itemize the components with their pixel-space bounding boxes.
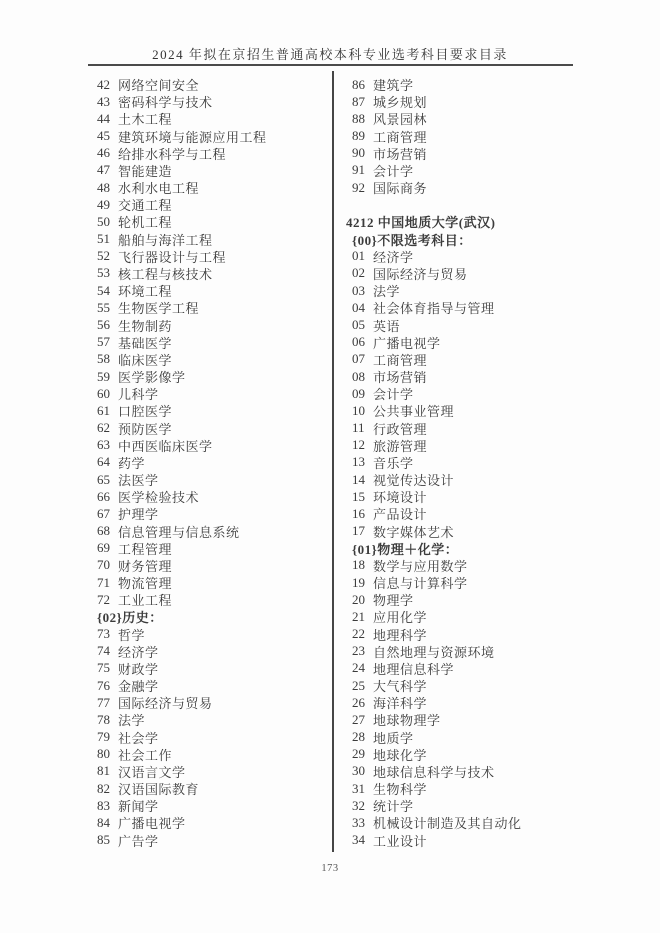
- major-list-item: [352, 145, 592, 162]
- major-list-item: [97, 729, 317, 746]
- major-name: 法学: [118, 713, 146, 729]
- major-list-item: [352, 505, 592, 522]
- major-name: 数学与应用数学: [373, 558, 468, 574]
- major-name: 网络空间安全: [118, 78, 200, 94]
- major-list-item: [97, 265, 317, 282]
- major-number: 25: [352, 677, 365, 693]
- major-number: 26: [352, 694, 365, 710]
- major-list-item: [97, 488, 317, 505]
- major-number: 10: [352, 402, 365, 418]
- major-name: 工商管理: [373, 352, 428, 368]
- major-list-item: [97, 540, 317, 557]
- major-number: 22: [352, 626, 365, 642]
- major-list-item: [352, 368, 592, 385]
- major-number: 04: [352, 299, 365, 315]
- major-number: 23: [352, 643, 365, 659]
- major-number: 65: [97, 471, 110, 487]
- major-number: 62: [97, 420, 110, 436]
- major-name: 统计学: [373, 799, 414, 815]
- major-number: 24: [352, 660, 365, 676]
- major-list-item: [97, 591, 317, 608]
- major-name: 给排水科学与工程: [118, 146, 227, 162]
- major-list-item: [97, 128, 317, 145]
- major-number: 73: [97, 626, 110, 642]
- major-name: 工业工程: [118, 593, 173, 609]
- major-number: 78: [97, 711, 110, 727]
- major-number: 60: [97, 385, 110, 401]
- major-number: 82: [97, 780, 110, 796]
- major-number: 19: [352, 574, 365, 590]
- major-number: 57: [97, 334, 110, 350]
- major-number: 48: [97, 179, 110, 195]
- major-number: 74: [97, 643, 110, 659]
- major-list-item: [352, 110, 592, 127]
- subject-group-heading: {00}不限选考科目：: [352, 232, 472, 248]
- major-list-item: [352, 677, 592, 694]
- major-number: 61: [97, 402, 110, 418]
- major-name: 密码科学与技术: [118, 95, 213, 111]
- major-number: 64: [97, 454, 110, 470]
- major-number: 01: [352, 248, 365, 264]
- major-name: 广告学: [118, 833, 159, 849]
- major-name: 视觉传达设计: [373, 473, 455, 489]
- major-name: 大气科学: [373, 679, 428, 695]
- major-list-item: [352, 316, 592, 333]
- major-number: 49: [97, 196, 110, 212]
- major-number: 12: [352, 437, 365, 453]
- major-list-item: [97, 522, 317, 539]
- major-name: 建筑学: [373, 78, 414, 94]
- major-name: 海洋科学: [373, 696, 428, 712]
- major-list-item: [97, 231, 317, 248]
- major-name: 地球化学: [373, 747, 428, 763]
- major-list-item: [352, 780, 592, 797]
- major-list-item: [352, 93, 592, 110]
- major-list-item: [97, 643, 317, 660]
- major-number: 88: [352, 110, 365, 126]
- major-name: 法学: [373, 284, 401, 300]
- major-number: 20: [352, 591, 365, 607]
- major-number: 33: [352, 814, 365, 830]
- major-name: 物流管理: [118, 576, 173, 592]
- major-list-item: [352, 437, 592, 454]
- major-name: 医学检验技术: [118, 490, 200, 506]
- major-list-item: [97, 454, 317, 471]
- subject-group-heading: {01}物理＋化学：: [352, 541, 459, 557]
- major-number: 11: [352, 420, 365, 436]
- major-name: 汉语言文学: [118, 764, 186, 780]
- major-list-item: [97, 626, 317, 643]
- major-number: 43: [97, 93, 110, 109]
- major-number: 70: [97, 557, 110, 573]
- major-number: 59: [97, 368, 110, 384]
- major-list-item: [352, 248, 592, 265]
- major-name: 药学: [118, 455, 146, 471]
- major-number: 89: [352, 128, 365, 144]
- major-list-item: [352, 265, 592, 282]
- major-name: 生物医学工程: [118, 301, 200, 317]
- major-list-item: [352, 351, 592, 368]
- school-heading: 4212 中国地质大学(武汉): [346, 215, 496, 231]
- major-number: 90: [352, 145, 365, 161]
- major-number: 15: [352, 488, 365, 504]
- major-name: 财政学: [118, 661, 159, 677]
- major-name: 口腔医学: [118, 404, 173, 420]
- major-list-item: [352, 471, 592, 488]
- major-number: 83: [97, 797, 110, 813]
- major-list-item: [352, 643, 592, 660]
- major-number: 53: [97, 265, 110, 281]
- major-name: 工程管理: [118, 541, 173, 557]
- major-number: 91: [352, 162, 365, 178]
- major-number: 17: [352, 523, 365, 539]
- major-number: 05: [352, 316, 365, 332]
- major-name: 会计学: [373, 387, 414, 403]
- major-list-item: [97, 76, 317, 93]
- major-list-item: [97, 746, 317, 763]
- major-list-item: [97, 351, 317, 368]
- major-number: 06: [352, 334, 365, 350]
- major-number: 92: [352, 179, 365, 195]
- major-list-item: [97, 677, 317, 694]
- major-number: 86: [352, 76, 365, 92]
- major-name: 城乡规划: [373, 95, 428, 111]
- major-number: 56: [97, 316, 110, 332]
- major-list-item: [97, 557, 317, 574]
- major-name: 环境设计: [373, 490, 428, 506]
- major-name: 信息与计算科学: [373, 576, 468, 592]
- major-name: 地理科学: [373, 627, 428, 643]
- subject-group-heading: {02}历史：: [97, 610, 163, 626]
- major-name: 临床医学: [118, 352, 173, 368]
- major-name: 医学影像学: [118, 370, 186, 386]
- major-list-item: [352, 797, 592, 814]
- major-number: 44: [97, 110, 110, 126]
- major-number: 34: [352, 832, 365, 848]
- major-name: 广播电视学: [118, 816, 186, 832]
- major-number: 71: [97, 574, 110, 590]
- major-number: 03: [352, 282, 365, 298]
- major-list-item: [97, 419, 317, 436]
- page-number: 173: [321, 863, 339, 874]
- major-list-item: [352, 626, 592, 643]
- major-list-item: [352, 402, 592, 419]
- major-list-item: [97, 574, 317, 591]
- major-number: 58: [97, 351, 110, 367]
- title-underline-rule: [88, 64, 573, 66]
- major-name: 信息管理与信息系统: [118, 524, 240, 540]
- major-number: 67: [97, 505, 110, 521]
- major-number: 84: [97, 814, 110, 830]
- major-list-item: [97, 505, 317, 522]
- major-number: 08: [352, 368, 365, 384]
- major-name: 行政管理: [373, 421, 428, 437]
- major-list-item: [97, 437, 317, 454]
- major-list-item: [352, 282, 592, 299]
- major-number: 16: [352, 505, 365, 521]
- major-list-item: [97, 110, 317, 127]
- major-name: 土木工程: [118, 112, 173, 128]
- major-list-item: [352, 729, 592, 746]
- left-column-list: [97, 76, 317, 849]
- major-list-item: [97, 93, 317, 110]
- major-list-item: [97, 196, 317, 213]
- major-list-item: [352, 814, 592, 831]
- major-name: 地球信息科学与技术: [373, 764, 495, 780]
- major-number: 51: [97, 231, 110, 247]
- major-name: 船舶与海洋工程: [118, 232, 213, 248]
- major-name: 社会体育指导与管理: [373, 301, 495, 317]
- major-name: 广播电视学: [373, 335, 441, 351]
- major-list-item: [352, 454, 592, 471]
- major-name: 英语: [373, 318, 401, 334]
- major-name: 公共事业管理: [373, 404, 455, 420]
- major-number: 18: [352, 557, 365, 573]
- major-number: 75: [97, 660, 110, 676]
- major-list-item: [97, 660, 317, 677]
- major-number: 42: [97, 76, 110, 92]
- major-list-item: [97, 814, 317, 831]
- major-name: 交通工程: [118, 198, 173, 214]
- major-name: 社会学: [118, 730, 159, 746]
- major-number: 87: [352, 93, 365, 109]
- major-name: 建筑环境与能源应用工程: [118, 129, 267, 145]
- major-list-item: [97, 179, 317, 196]
- major-list-item: [97, 213, 317, 230]
- major-list-item: [97, 711, 317, 728]
- major-list-item: [352, 660, 592, 677]
- major-name: 汉语国际教育: [118, 782, 200, 798]
- major-list-item: [97, 471, 317, 488]
- major-number: 07: [352, 351, 365, 367]
- major-name: 生物科学: [373, 782, 428, 798]
- major-number: 21: [352, 608, 365, 624]
- major-name: 工商管理: [373, 129, 428, 145]
- major-number: 55: [97, 299, 110, 315]
- major-name: 应用化学: [373, 610, 428, 626]
- major-name: 智能建造: [118, 163, 173, 179]
- major-list-item: [97, 368, 317, 385]
- major-list-item: [97, 248, 317, 265]
- major-list-item: [97, 282, 317, 299]
- major-name: 环境工程: [118, 284, 173, 300]
- major-number: 52: [97, 248, 110, 264]
- major-name: 工业设计: [373, 833, 428, 849]
- major-name: 财务管理: [118, 558, 173, 574]
- major-number: 02: [352, 265, 365, 281]
- major-name: 产品设计: [373, 507, 428, 523]
- major-name: 中西医临床医学: [118, 438, 213, 454]
- major-list-item: [352, 574, 592, 591]
- major-number: 81: [97, 763, 110, 779]
- major-name: 音乐学: [373, 455, 414, 471]
- major-name: 经济学: [118, 644, 159, 660]
- blank-row: [352, 196, 592, 213]
- major-name: 新闻学: [118, 799, 159, 815]
- major-name: 预防医学: [118, 421, 173, 437]
- major-number: 76: [97, 677, 110, 693]
- major-number: 63: [97, 437, 110, 453]
- major-number: 09: [352, 385, 365, 401]
- major-number: 66: [97, 488, 110, 504]
- major-name: 金融学: [118, 679, 159, 695]
- major-name: 飞行器设计与工程: [118, 249, 227, 265]
- major-name: 经济学: [373, 249, 414, 265]
- major-list-item: [97, 402, 317, 419]
- major-name: 儿科学: [118, 387, 159, 403]
- major-list-item: [97, 385, 317, 402]
- major-number: 72: [97, 591, 110, 607]
- major-list-item: [352, 128, 592, 145]
- major-number: 77: [97, 694, 110, 710]
- major-name: 基础医学: [118, 335, 173, 351]
- major-name: 机械设计制造及其自动化: [373, 816, 522, 832]
- major-number: 30: [352, 763, 365, 779]
- major-number: 45: [97, 128, 110, 144]
- major-name: 国际经济与贸易: [118, 696, 213, 712]
- major-list-item: [352, 591, 592, 608]
- major-list-item: [352, 76, 592, 93]
- major-list-item: [97, 162, 317, 179]
- major-number: 31: [352, 780, 365, 796]
- major-list-item: [352, 162, 592, 179]
- major-list-item: [352, 299, 592, 316]
- major-list-item: [352, 385, 592, 402]
- major-name: 哲学: [118, 627, 146, 643]
- major-name: 物理学: [373, 593, 414, 609]
- major-number: 50: [97, 213, 110, 229]
- major-name: 社会工作: [118, 747, 173, 763]
- major-number: 28: [352, 729, 365, 745]
- major-list-item: [97, 832, 317, 849]
- major-number: 46: [97, 145, 110, 161]
- major-name: 地理信息科学: [373, 661, 455, 677]
- major-name: 风景园林: [373, 112, 428, 128]
- major-number: 13: [352, 454, 365, 470]
- major-name: 水利水电工程: [118, 181, 200, 197]
- major-number: 32: [352, 797, 365, 813]
- major-list-item: [97, 299, 317, 316]
- major-name: 护理学: [118, 507, 159, 523]
- major-name: 会计学: [373, 163, 414, 179]
- major-number: 54: [97, 282, 110, 298]
- major-list-item: [352, 419, 592, 436]
- right-column-list: [346, 76, 592, 849]
- major-name: 数字媒体艺术: [373, 524, 455, 540]
- major-name: 市场营销: [373, 146, 428, 162]
- major-number: 27: [352, 711, 365, 727]
- major-name: 市场营销: [373, 370, 428, 386]
- page-title: 2024 年拟在京招生普通高校本科专业选考科目要求目录: [152, 47, 508, 62]
- column-divider-line: [332, 71, 334, 852]
- major-list-item: [352, 763, 592, 780]
- major-list-item: [97, 694, 317, 711]
- major-number: 68: [97, 523, 110, 539]
- major-number: 69: [97, 540, 110, 556]
- major-list-item: [352, 334, 592, 351]
- major-number: 14: [352, 471, 365, 487]
- major-number: 80: [97, 746, 110, 762]
- major-list-item: [97, 780, 317, 797]
- major-number: 79: [97, 729, 110, 745]
- major-list-item: [352, 557, 592, 574]
- major-number: 29: [352, 746, 365, 762]
- major-name: 国际商务: [373, 181, 428, 197]
- major-list-item: [352, 711, 592, 728]
- major-list-item: [352, 608, 592, 625]
- major-name: 生物制药: [118, 318, 173, 334]
- major-name: 旅游管理: [373, 438, 428, 454]
- major-number: 85: [97, 832, 110, 848]
- major-number: 47: [97, 162, 110, 178]
- major-list-item: [352, 694, 592, 711]
- major-list-item: [97, 763, 317, 780]
- major-name: 自然地理与资源环境: [373, 644, 495, 660]
- major-list-item: [352, 746, 592, 763]
- major-list-item: [352, 179, 592, 196]
- major-list-item: [97, 797, 317, 814]
- major-name: 核工程与核技术: [118, 266, 213, 282]
- major-list-item: [97, 334, 317, 351]
- major-list-item: [97, 145, 317, 162]
- major-name: 法医学: [118, 473, 159, 489]
- major-list-item: [352, 522, 592, 539]
- major-list-item: [97, 316, 317, 333]
- major-list-item: [352, 832, 592, 849]
- major-name: 地质学: [373, 730, 414, 746]
- major-list-item: [352, 488, 592, 505]
- major-name: 轮机工程: [118, 215, 173, 231]
- major-name: 地球物理学: [373, 713, 441, 729]
- major-name: 国际经济与贸易: [373, 266, 468, 282]
